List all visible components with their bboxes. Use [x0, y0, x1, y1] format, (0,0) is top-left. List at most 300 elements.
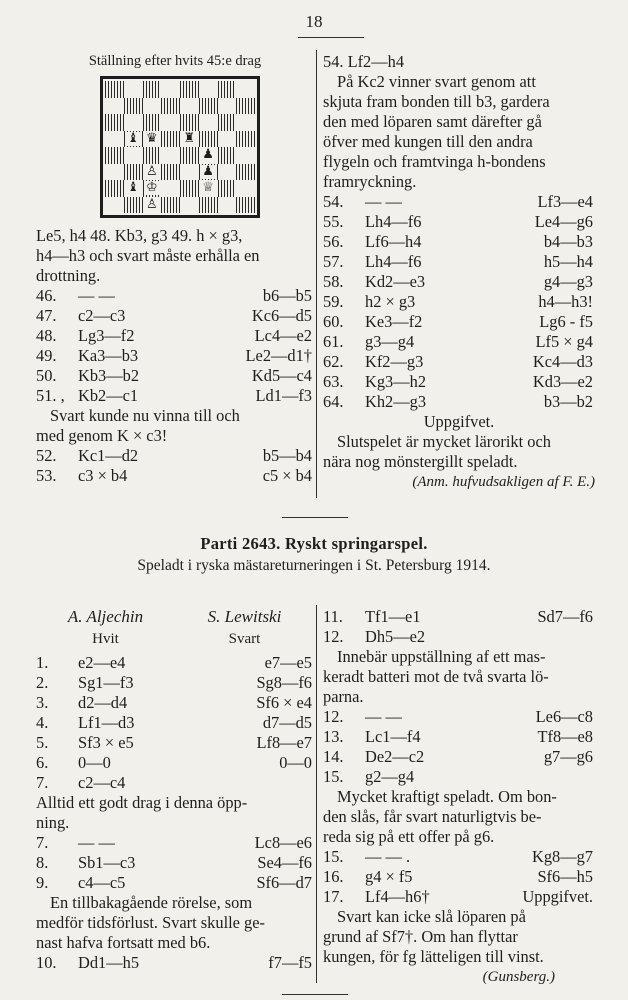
black-move: Kd5—c4: [251, 366, 312, 385]
board-square-g1: [218, 197, 237, 214]
move-list: [323, 607, 595, 647]
move-number: 50.: [36, 366, 57, 385]
board-square-b7: [124, 98, 143, 115]
move-number: 55.: [323, 212, 344, 231]
board-square-e3: [180, 164, 199, 181]
text-line: Alltid ett godt drag i denna öpp-: [36, 793, 248, 812]
white-move: Dh5—e2: [365, 627, 426, 646]
black-move: [475, 767, 595, 787]
move-number: 6.: [36, 753, 49, 772]
white-move: Lh4—f6: [365, 252, 422, 271]
white-move: e2—e4: [78, 653, 126, 672]
board-square-e5: [180, 131, 199, 148]
move-number: 15.: [323, 847, 344, 866]
white-move: Lh4—f6: [365, 212, 422, 231]
black-move: h4—h3!: [538, 292, 593, 311]
board-square-d7: [161, 98, 180, 115]
board-square-d8: [161, 81, 180, 98]
board-square-f3: [199, 164, 218, 181]
board-square-e8: [180, 81, 199, 98]
board-square-f5: [199, 131, 218, 148]
board-square-f8: [199, 81, 218, 98]
text-line: ning.: [36, 813, 70, 832]
move-list: [323, 707, 595, 787]
black-move: b4—b3: [543, 232, 593, 251]
black-move: c5 × b4: [262, 466, 312, 485]
move-row: [36, 873, 314, 893]
white-move: Ke3—f2: [365, 312, 423, 331]
move-row: [36, 466, 314, 486]
move-row: [323, 332, 595, 352]
white-move: Sg1—f3: [78, 673, 134, 692]
chess-diagram: [100, 76, 260, 218]
text-line: keradt batteri mot de två svarta lö-: [323, 667, 549, 686]
move-row: [323, 887, 595, 907]
board-square-b5: [124, 131, 143, 148]
move-row: [323, 252, 595, 272]
text-line: framryckning.: [323, 172, 417, 191]
move-number: 17.: [323, 887, 344, 906]
text-line: den med löparen samt därefter gå: [323, 112, 542, 131]
white-move: c3 × b4: [78, 466, 128, 485]
annotation-note: [36, 793, 314, 833]
black-bishop-icon: ♝: [127, 130, 139, 146]
white-move: — —: [78, 833, 115, 852]
move-row: [323, 767, 595, 787]
board-square-f6: [199, 114, 218, 131]
move-list: [36, 286, 314, 406]
move-number: 54.: [323, 192, 344, 211]
move-row: [36, 346, 314, 366]
board-square-a7: [105, 98, 124, 115]
move-row: [36, 953, 314, 973]
move-number: 56.: [323, 232, 344, 251]
white-move: Sf3 × e5: [78, 733, 134, 752]
black-move: h5—h4: [543, 252, 593, 271]
text-line: Mycket kraftigt speladt. Om bon-: [337, 787, 557, 806]
text-line: kungen, för fg lätteligen till vinst.: [323, 947, 544, 966]
board-square-h2: [236, 180, 255, 197]
white-move: Lf6—h4: [365, 232, 422, 251]
board-square-c7: [143, 98, 162, 115]
board-square-e1: [180, 197, 199, 214]
board-square-e6: [180, 114, 199, 131]
move-number: 7.: [36, 833, 49, 852]
board-square-d4: [161, 147, 180, 164]
white-label: Hvit: [92, 631, 119, 647]
move-number: 5.: [36, 733, 49, 752]
text-line: flygeln och framtvinga h-bondens: [323, 152, 546, 171]
black-move: Lc8—e6: [254, 833, 312, 852]
black-move: b5—b4: [262, 446, 312, 465]
diagram-caption: Ställning efter hvits 45:e drag: [88, 53, 262, 69]
black-move: Kg8—g7: [531, 847, 593, 866]
section-rule: [282, 517, 348, 518]
player-names: [36, 607, 314, 629]
black-move: Sd7—f6: [537, 607, 593, 626]
chess-board: [105, 81, 255, 213]
board-square-g4: [218, 147, 237, 164]
board-square-b6: [124, 114, 143, 131]
board-square-a4: [105, 147, 124, 164]
move-row: [36, 733, 314, 753]
move-row: [36, 306, 314, 326]
board-square-c5: [143, 131, 162, 148]
black-move: Sf6—d7: [256, 873, 312, 892]
board-square-b1: [124, 197, 143, 214]
move-row: [36, 653, 314, 673]
move-row: [36, 753, 314, 773]
board-square-d2: [161, 180, 180, 197]
resign-text: Uppgifvet.: [423, 412, 495, 431]
text-line: parna.: [323, 687, 364, 706]
board-square-f4: [199, 147, 218, 164]
black-player: S. Lewitski: [207, 607, 282, 626]
footer-rule: [282, 994, 348, 995]
move-number: 52.: [36, 446, 57, 465]
black-move: g7—g6: [543, 747, 593, 766]
move-row: [323, 727, 595, 747]
text-line: reda sig på ett offer på g6.: [323, 827, 495, 846]
white-move: Lc1—f4: [365, 727, 421, 746]
black-rook-icon: ♜: [183, 130, 196, 146]
board-square-f1: [199, 197, 218, 214]
white-move: h2 × g3: [365, 292, 416, 311]
black-move: Lf5 × g4: [535, 332, 593, 351]
move-number: 53.: [36, 466, 57, 485]
text-line: En tillbakagående rörelse, som: [50, 893, 253, 912]
text-line: Svart kan icke slå löparen på: [337, 907, 526, 926]
white-move: Lg3—f2: [78, 326, 135, 345]
black-move: Sf6—h5: [537, 867, 593, 886]
board-square-c8: [143, 81, 162, 98]
black-pawn-icon: ♟: [202, 163, 214, 179]
black-move: f7—f5: [268, 953, 312, 972]
text-line: Le5, h4 48. Kb3, g3 49. h × g3,: [36, 226, 243, 245]
move-number: 47.: [36, 306, 57, 325]
text-line: Svart kunde nu vinna till och: [50, 406, 240, 425]
move-number: 48.: [36, 326, 57, 345]
board-square-h5: [236, 131, 255, 148]
move-row: [323, 292, 595, 312]
white-move: Dd1—h5: [78, 953, 140, 972]
move-row: [323, 392, 595, 412]
text-line: drottning.: [36, 266, 101, 285]
move-number: 4.: [36, 713, 49, 732]
board-square-d5: [161, 131, 180, 148]
move-row: [323, 747, 595, 767]
board-square-e4: [180, 147, 199, 164]
black-move: g4—g3: [543, 272, 593, 291]
white-move: g4 × f5: [365, 867, 413, 886]
black-move: e7—e5: [264, 653, 312, 672]
move-row: [323, 607, 595, 627]
move-number: 61.: [323, 332, 344, 351]
text-line: öfver med kungen till den andra: [323, 132, 533, 151]
move-number: 1.: [36, 653, 49, 672]
board-square-c2: [143, 180, 162, 197]
move-number: 62.: [323, 352, 344, 371]
board-square-b3: [124, 164, 143, 181]
text-line: nast hafva fortsatt med b6.: [36, 933, 211, 952]
white-move: — —: [365, 192, 402, 211]
move-number: 57.: [323, 252, 344, 271]
white-move: c4—c5: [78, 873, 126, 892]
text-line: grund af Sf7†. Om han flyttar: [323, 927, 518, 946]
board-square-a3: [105, 164, 124, 181]
board-square-c6: [143, 114, 162, 131]
text-line: medför tidsförlust. Svart skulle ge-: [36, 913, 265, 932]
board-square-c3: [143, 164, 162, 181]
move-number: 11.: [323, 607, 343, 626]
move-list: [323, 192, 595, 412]
black-queen-icon: ♛: [146, 130, 158, 146]
move-row: [36, 693, 314, 713]
black-label: Svart: [228, 631, 261, 647]
white-queen-icon: ♕: [202, 180, 214, 196]
text-line: den slås, får svart naturligtvis be-: [323, 807, 542, 826]
move-row: [36, 673, 314, 693]
column-divider-top: [316, 50, 317, 498]
left-column-bottom: [36, 607, 314, 973]
board-square-b4: [124, 147, 143, 164]
white-move: Ka3—b3: [78, 346, 139, 365]
move-row: [323, 867, 595, 887]
white-move: Kb2—c1: [78, 386, 139, 405]
move-number: 10.: [36, 953, 57, 972]
color-labels: [36, 629, 314, 651]
white-move: Tf1—e1: [365, 607, 421, 626]
white-move: Sb1—c3: [78, 853, 136, 872]
black-move: b6—b5: [262, 286, 312, 305]
move-number: 63.: [323, 372, 344, 391]
move-row: [36, 713, 314, 733]
board-square-h8: [236, 81, 255, 98]
right-column-top: [323, 52, 595, 492]
white-move: c2—c4: [78, 773, 126, 792]
black-bishop-icon: ♝: [127, 180, 139, 196]
text-line: Slutspelet är mycket lärorikt och: [337, 432, 551, 451]
move-row: [323, 232, 595, 252]
black-move: Lg6 - f5: [539, 312, 593, 331]
white-move: Kf2—g3: [365, 352, 424, 371]
move-number: 15.: [323, 767, 344, 786]
annotation-note: [323, 72, 595, 192]
board-square-h4: [236, 147, 255, 164]
board-square-g7: [218, 98, 237, 115]
board-square-f2: [199, 180, 218, 197]
annotation-note: [323, 647, 595, 707]
annotation-note: [323, 787, 595, 847]
black-move: Se4—f6: [257, 853, 312, 872]
black-pawn-icon: ♟: [202, 147, 214, 163]
black-move: Lf3—e4: [537, 192, 593, 211]
move-number: 60.: [323, 312, 344, 331]
column-divider-bottom: [316, 605, 317, 983]
white-move: Kd2—e3: [365, 272, 426, 291]
move-number: 51. ,: [36, 386, 65, 405]
move-list: [36, 446, 314, 486]
black-move: Kc4—d3: [532, 352, 593, 371]
move-row: [36, 286, 314, 306]
white-move: Lf4—h6†: [365, 887, 430, 906]
white-pawn-icon: ♙: [146, 163, 158, 179]
left-column-top: [36, 52, 314, 486]
board-square-g5: [218, 131, 237, 148]
move-row: [323, 847, 595, 867]
board-square-h3: [236, 164, 255, 181]
white-move: Kg3—h2: [365, 372, 427, 391]
attribution: (Gunsberg.): [482, 969, 555, 985]
move-row: [323, 212, 595, 232]
move-row: [323, 707, 595, 727]
annotation-note: [323, 907, 595, 967]
game-subtitle: Speladt i ryska mästareturneringen i St. Petersburg 1914.: [137, 557, 491, 574]
move-row: [323, 312, 595, 332]
white-move: d2—d4: [78, 693, 128, 712]
board-square-e7: [180, 98, 199, 115]
text-line: nära nog mönstergillt speladt.: [323, 452, 518, 471]
white-king-icon: ♔: [146, 180, 158, 196]
move-number: 12.: [323, 707, 344, 726]
white-move: Kh2—g3: [365, 392, 427, 411]
black-move: Le2—d1†: [245, 346, 312, 365]
white-move: Kc1—d2: [78, 446, 139, 465]
black-move: d7—d5: [262, 713, 312, 732]
move-number: 9.: [36, 873, 49, 892]
white-move: — —: [78, 286, 115, 305]
black-move: [191, 773, 314, 793]
game-title: Parti 2643. Ryskt springarspel.: [200, 534, 428, 553]
move-number: 58.: [323, 272, 344, 291]
white-move: — — .: [365, 847, 411, 866]
text-line: med genom K × c3!: [36, 426, 168, 445]
move-number: 13.: [323, 727, 344, 746]
board-square-a1: [105, 197, 124, 214]
move-number: 7.: [36, 773, 49, 792]
black-move: [475, 627, 595, 647]
move-line: 54. Lf2—h4: [323, 52, 405, 71]
text-line: h4—h3 och svart måste erhålla en: [36, 246, 260, 265]
white-player: A. Aljechin: [67, 607, 144, 626]
attribution: (Anm. hufvudsakligen af F. E.): [412, 474, 595, 490]
move-row: [323, 352, 595, 372]
move-number: 16.: [323, 867, 344, 886]
black-move: Lc4—e2: [254, 326, 312, 345]
black-move: Le4—g6: [534, 212, 593, 231]
white-move: c2—c3: [78, 306, 126, 325]
move-row: [36, 773, 314, 793]
black-move: Le6—c8: [535, 707, 593, 726]
board-square-c4: [143, 147, 162, 164]
move-number: 8.: [36, 853, 49, 872]
white-move: g3—g4: [365, 332, 415, 351]
move-row: [323, 192, 595, 212]
move-number: 49.: [36, 346, 57, 365]
white-move: Lf1—d3: [78, 713, 135, 732]
move-number: 59.: [323, 292, 344, 311]
board-square-f7: [199, 98, 218, 115]
black-move: Sg8—f6: [256, 673, 312, 692]
black-move: Tf8—e8: [537, 727, 593, 746]
board-square-b8: [124, 81, 143, 98]
right-column-bottom: [323, 607, 595, 987]
text-line: Innebär uppställning af ett mas-: [337, 647, 546, 666]
move-list: [323, 847, 595, 907]
white-pawn-icon: ♙: [146, 196, 158, 212]
white-move: De2—c2: [365, 747, 425, 766]
move-row: [323, 627, 595, 647]
text-line: På Kc2 vinner svart genom att: [337, 72, 536, 91]
board-square-g8: [218, 81, 237, 98]
analysis-paragraph: [36, 226, 314, 286]
move-number: 64.: [323, 392, 344, 411]
move-row: [36, 386, 314, 406]
board-square-a6: [105, 114, 124, 131]
annotation-note: [36, 893, 314, 953]
black-move: Sf6 × e4: [256, 693, 312, 712]
move-row: [323, 372, 595, 392]
black-move: Uppgifvet.: [522, 887, 593, 906]
black-move: 0—0: [279, 753, 312, 772]
white-move: 0—0: [78, 753, 111, 772]
board-square-h7: [236, 98, 255, 115]
final-note: [323, 432, 595, 472]
annotation-note: [36, 406, 314, 446]
black-move: Kc6—d5: [251, 306, 312, 325]
black-move: Ld1—f3: [255, 386, 312, 405]
black-move: Kd3—e2: [532, 372, 593, 391]
move-number: 2.: [36, 673, 49, 692]
board-square-d3: [161, 164, 180, 181]
board-square-g3: [218, 164, 237, 181]
black-move: b3—b2: [543, 392, 593, 411]
move-row: [36, 853, 314, 873]
white-move: Kb3—b2: [78, 366, 140, 385]
move-number: 12.: [323, 627, 344, 646]
board-square-e2: [180, 180, 199, 197]
move-row: [323, 272, 595, 292]
board-square-g2: [218, 180, 237, 197]
header-rule: [298, 37, 364, 38]
move-number: 46.: [36, 286, 57, 305]
move-row: [36, 366, 314, 386]
move-row: [36, 446, 314, 466]
move-list: [36, 653, 314, 793]
move-row: [36, 833, 314, 853]
white-move: g2—g4: [365, 767, 415, 786]
page-number: 18: [305, 12, 323, 31]
move-list: [36, 833, 314, 893]
black-move: Lf8—e7: [256, 733, 312, 752]
board-square-h6: [236, 114, 255, 131]
board-square-c1: [143, 197, 162, 214]
board-square-h1: [236, 197, 255, 214]
board-square-g6: [218, 114, 237, 131]
move-number: 14.: [323, 747, 344, 766]
board-square-d1: [161, 197, 180, 214]
move-row: [36, 326, 314, 346]
board-square-d6: [161, 114, 180, 131]
board-square-b2: [124, 180, 143, 197]
board-square-a2: [105, 180, 124, 197]
move-number: 3.: [36, 693, 49, 712]
white-move: — —: [365, 707, 402, 726]
move-list: [36, 953, 314, 973]
board-square-a8: [105, 81, 124, 98]
board-square-a5: [105, 131, 124, 148]
text-line: skjuta fram bonden till b3, gardera: [323, 92, 550, 111]
